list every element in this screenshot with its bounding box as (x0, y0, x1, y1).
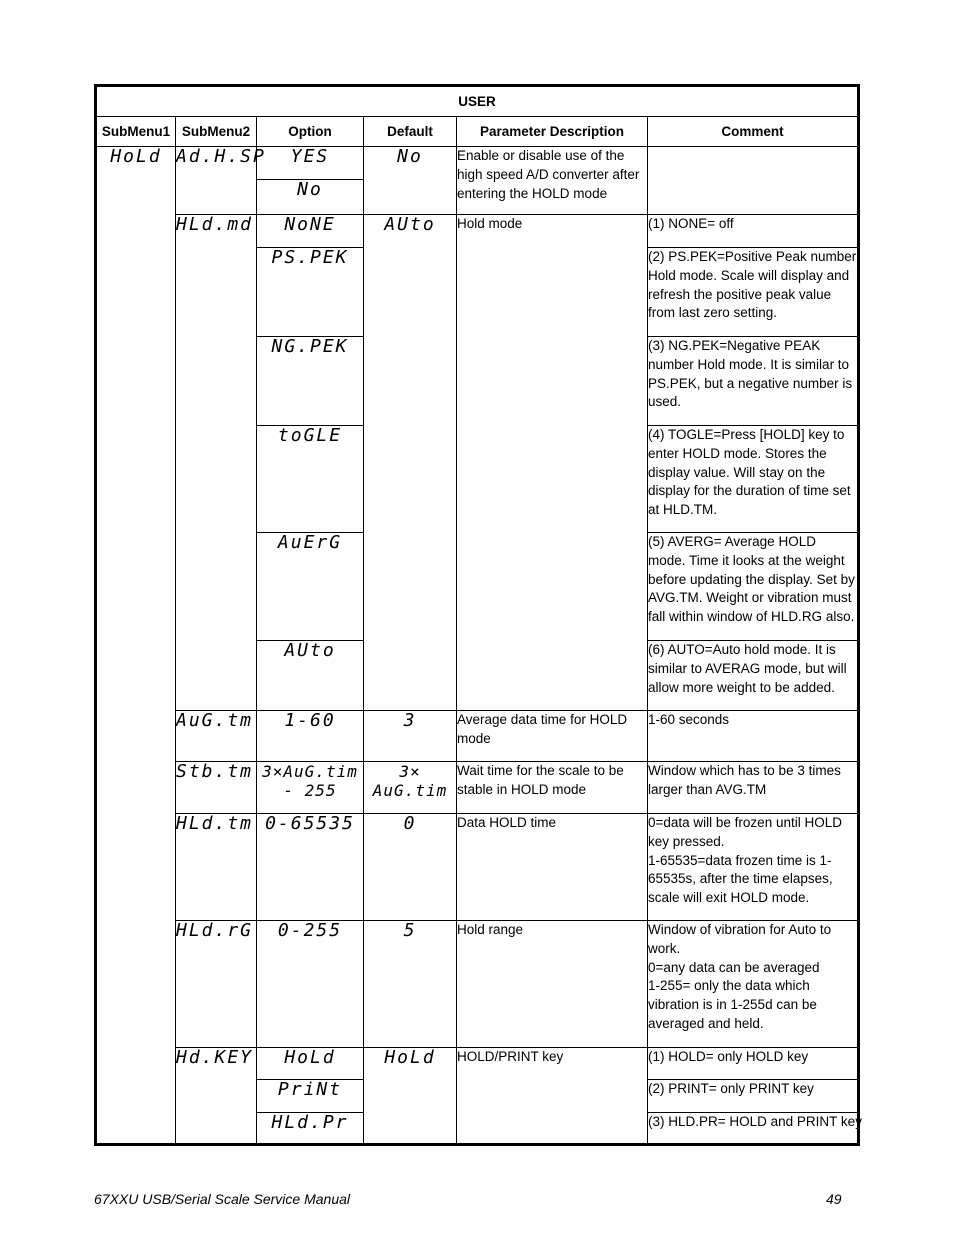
submenu2-hdkey: Hd.KEY (176, 1048, 257, 1145)
option-pspek: PS.PEK (257, 248, 364, 337)
comment-avgtm: 1-60 seconds (648, 711, 859, 762)
comment-hldpr: (3) HLD.PR= HOLD and PRINT key (648, 1113, 859, 1145)
table-row (96, 814, 859, 921)
option-no: No (257, 180, 364, 215)
column-header-default: Default (364, 117, 457, 147)
column-header-submenu1: SubMenu1 (96, 117, 176, 147)
comment-hldrg (648, 921, 859, 1048)
table-row (96, 711, 859, 762)
default-hldrg: 5 (364, 921, 457, 1048)
column-header-comment: Comment (648, 117, 859, 147)
submenu1-hold: HoLd (96, 147, 176, 1145)
comment-hldrg-line: 1-255= only the data which vibration is in 1-255d can be averaged and held. (648, 978, 817, 1031)
option-stbtm-line1: 3×AuG.tim (262, 762, 358, 781)
option-none: NoNE (257, 215, 364, 248)
user-parameter-table (94, 84, 860, 1146)
description-stbtm: Wait time for the scale to be stable in HOLD mode (457, 762, 648, 814)
option-hold: HoLd (257, 1048, 364, 1080)
option-avgtm: 1-60 (257, 711, 364, 762)
submenu2-stbtm: Stb.tm (176, 762, 257, 814)
submenu2-hldmd: HLd.md (176, 215, 257, 711)
description-hldrg: Hold range (457, 921, 648, 1048)
default-hldmd: AUto (364, 215, 457, 711)
comment-hldtm (648, 814, 859, 921)
submenu2-avgtm: AuG.tm (176, 711, 257, 762)
description-hldtm: Data HOLD time (457, 814, 648, 921)
footer-page-number: 49 (826, 1191, 842, 1207)
option-ngpek: NG.PEK (257, 337, 364, 426)
column-header-option: Option (257, 117, 364, 147)
comment-hldrg-line: 0=any data can be averaged (648, 959, 820, 975)
comment-pspek: (2) PS.PEK=Positive Peak number Hold mode. Scale will display and refresh the positive peak value from last zero setting. (648, 248, 859, 337)
table-row (96, 921, 859, 1048)
option-print: PriNt (257, 1080, 364, 1113)
comment-hldtm-line: 1-65535=data frozen time is 1-65535s, after the time elapses, scale will exit HOLD mode. (648, 852, 833, 906)
table-row (96, 1048, 859, 1080)
table-row (96, 762, 859, 814)
comment-none: (1) NONE= off (648, 215, 859, 248)
table-title: USER (96, 86, 859, 117)
description-avgtm: Average data time for HOLD mode (457, 711, 648, 762)
default-stbtm-line1: 3× (399, 762, 421, 781)
column-header-submenu2: SubMenu2 (176, 117, 257, 147)
submenu2-hldrg: HLd.rG (176, 921, 257, 1048)
comment-togle: (4) TOGLE=Press [HOLD] key to enter HOLD mode. Stores the display value. Will stay on the display for the duration of time set at HLD.TM. (648, 426, 859, 533)
default-hldtm: 0 (364, 814, 457, 921)
option-stbtm-line2: - 255 (283, 781, 337, 800)
default-hdkey: HoLd (364, 1048, 457, 1145)
comment-auto: (6) AUTO=Auto hold mode. It is similar to AVERAG mode, but will allow more weight to be added. (648, 641, 859, 711)
default-stbtm (364, 762, 457, 814)
option-togle: toGLE (257, 426, 364, 533)
option-hldpr: HLd.Pr (257, 1113, 364, 1145)
comment-hldrg-line: Window of vibration for Auto to work. (648, 922, 832, 956)
comment-ngpek: (3) NG.PEK=Negative PEAK number Hold mode. It is similar to PS.PEK, but a negative number is used. (648, 337, 859, 426)
table-row (96, 147, 859, 180)
footer-manual-title: 67XXU USB/Serial Scale Service Manual (94, 1191, 351, 1207)
comment-hldtm-line: 0=data will be frozen until HOLD key pressed. (648, 815, 842, 849)
default-adhsp: No (364, 147, 457, 215)
description-adhsp: Enable or disable use of the high speed A/D converter after entering the HOLD mode (457, 147, 648, 215)
description-hldmd: Hold mode (457, 215, 648, 711)
table-row (96, 215, 859, 248)
submenu2-hldtm: HLd.tm (176, 814, 257, 921)
option-auto: AUto (257, 641, 364, 711)
column-header-description: Parameter Description (457, 117, 648, 147)
option-hldtm: 0-65535 (257, 814, 364, 921)
option-yes: YES (257, 147, 364, 180)
default-stbtm-line2: AuG.tim (372, 781, 448, 800)
comment-averg: (5) AVERG= Average HOLD mode. Time it looks at the weight before updating the display. Set by AVG.TM. Weight or vibration must fall within window of HLD.RG also. (648, 533, 859, 641)
comment-adhsp (648, 147, 859, 215)
table-header-row (96, 117, 859, 147)
comment-print: (2) PRINT= only PRINT key (648, 1080, 859, 1113)
table-title-row (96, 86, 859, 117)
option-stbtm (257, 762, 364, 814)
comment-stbtm: Window which has to be 3 times larger than AVG.TM (648, 762, 859, 814)
comment-hold: (1) HOLD= only HOLD key (648, 1048, 859, 1080)
submenu2-adhsp: Ad.H.SP (176, 147, 257, 215)
default-avgtm: 3 (364, 711, 457, 762)
option-averg: AuErG (257, 533, 364, 641)
option-hldrg: 0-255 (257, 921, 364, 1048)
description-hdkey: HOLD/PRINT key (457, 1048, 648, 1145)
